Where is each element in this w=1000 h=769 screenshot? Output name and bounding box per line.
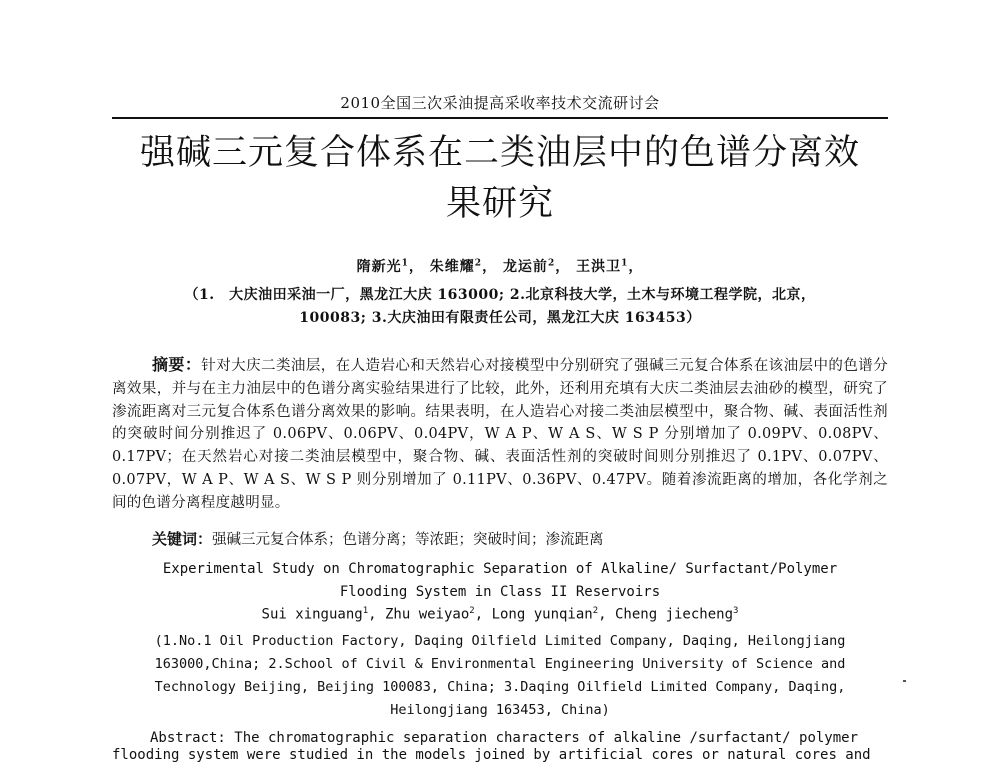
english-title-line-2: Flooding System in Class II Reservoirs — [339, 584, 661, 600]
scan-speck — [903, 680, 906, 682]
english-title-line-1: Experimental Study on Chromatographic Separation of Alkaline/ Surfactant/Polymer — [162, 561, 838, 577]
author-cn: 王洪卫 — [576, 259, 622, 275]
english-title — [112, 558, 888, 604]
author-en: Long yunqian — [491, 606, 593, 623]
affiliation-en-line-3: Technology Beijing, Beijing 100083, China; 3.Daqing Oilfield Limited Company, Daqing, — [154, 679, 846, 695]
author-cn: 龙运前 — [502, 259, 548, 275]
header-rule — [112, 117, 888, 119]
abstract-cn-label: 摘要： — [152, 355, 202, 374]
author-en: Cheng jiecheng — [615, 606, 734, 623]
conference-header: 2010全国三次采油提高采收率技术交流研讨会 — [340, 94, 660, 112]
affiliation-cn-line-2: 100083; 3.大庆油田有限责任公司，黑龙江大庆 163453） — [299, 310, 701, 326]
affiliation-en-line-1: (1.No.1 Oil Production Factory, Daqing Oilfield Limited Company, Daqing, Heilongjiang — [154, 633, 846, 649]
affiliations-en — [112, 630, 888, 722]
affiliations-cn — [112, 284, 888, 330]
keywords-cn-text: 强碱三元复合体系；色谱分离；等浓距；突破时间；渗流距离 — [212, 532, 604, 548]
title-line-1: 强碱三元复合体系在二类油层中的色谱分离效 — [139, 133, 860, 173]
paper-title — [130, 128, 870, 230]
keywords-cn — [152, 528, 888, 551]
author-en: Zhu weiyao — [384, 606, 470, 623]
keywords-cn-label: 关键词： — [152, 530, 213, 548]
author-cn: 隋新光 — [356, 259, 402, 275]
authors-en: Sui xinguang$^1$, Zhu weiyao$^2$, Long yunqian$^2$, Cheng jiecheng$^3$ — [261, 606, 739, 623]
abstract-cn — [112, 354, 888, 515]
abstract-en-cut-line — [112, 747, 888, 763]
affiliation-cn-line-1: （1. 大庆油田采油一厂，黑龙江大庆 163000; 2.北京科技大学，土木与环境工程学院，北京， — [184, 287, 816, 303]
author-en: Sui xinguang — [261, 606, 363, 623]
abstract-cn-text: 针对大庆二类油层，在人造岩心和天然岩心对接模型中分别研究了强碱三元复合体系在该油层中的色谱分离效果，并与在主力油层中的色谱分离实验结果进行了比较，此外，还利用充填有大庆二类油层去油砂的模型，研究了渗流距离对三元复合体系色谱分离效果的影响。结果表明，在人造岩心对接二类油层模型中，聚合物、碱、表面活性剂的突破时间分别推迟了 0.06PV、0.06PV、0.04PV，W A P、W A S、W S P 分别增加了 0.09PV、0.08PV、0.17PV；在天然岩心对接二类油层模型中，聚合物、碱、表面活性剂的突破时间则分别推迟了 0.1PV、0.07PV、0.07PV，W A P、W A S、W S P 则分别增加了 0.11PV、0.36PV、0.47PV。随着渗流距离的增加，各化学剂之间的色谱分离程度越明显。 — [112, 358, 888, 511]
authors-cn: 隋新光$^1$， 朱维耀$^2$， 龙运前$^2$， 王洪卫$^1$， — [356, 258, 644, 275]
affiliation-en-line-4: Heilongjiang 163453, China) — [390, 702, 610, 718]
title-line-2: 果研究 — [445, 184, 554, 224]
abstract-en-cut-text: flooding system were studied in the models joined by artificial cores or natural cores and — [112, 747, 871, 763]
author-cn: 朱维耀 — [429, 259, 475, 275]
abstract-en-first-line: Abstract: The chromatographic separation characters of alkaline /surfactant/ polymer — [150, 730, 859, 746]
affiliation-en-line-2: 163000,China; 2.School of Civil & Environmental Engineering University of Science and — [154, 656, 846, 672]
